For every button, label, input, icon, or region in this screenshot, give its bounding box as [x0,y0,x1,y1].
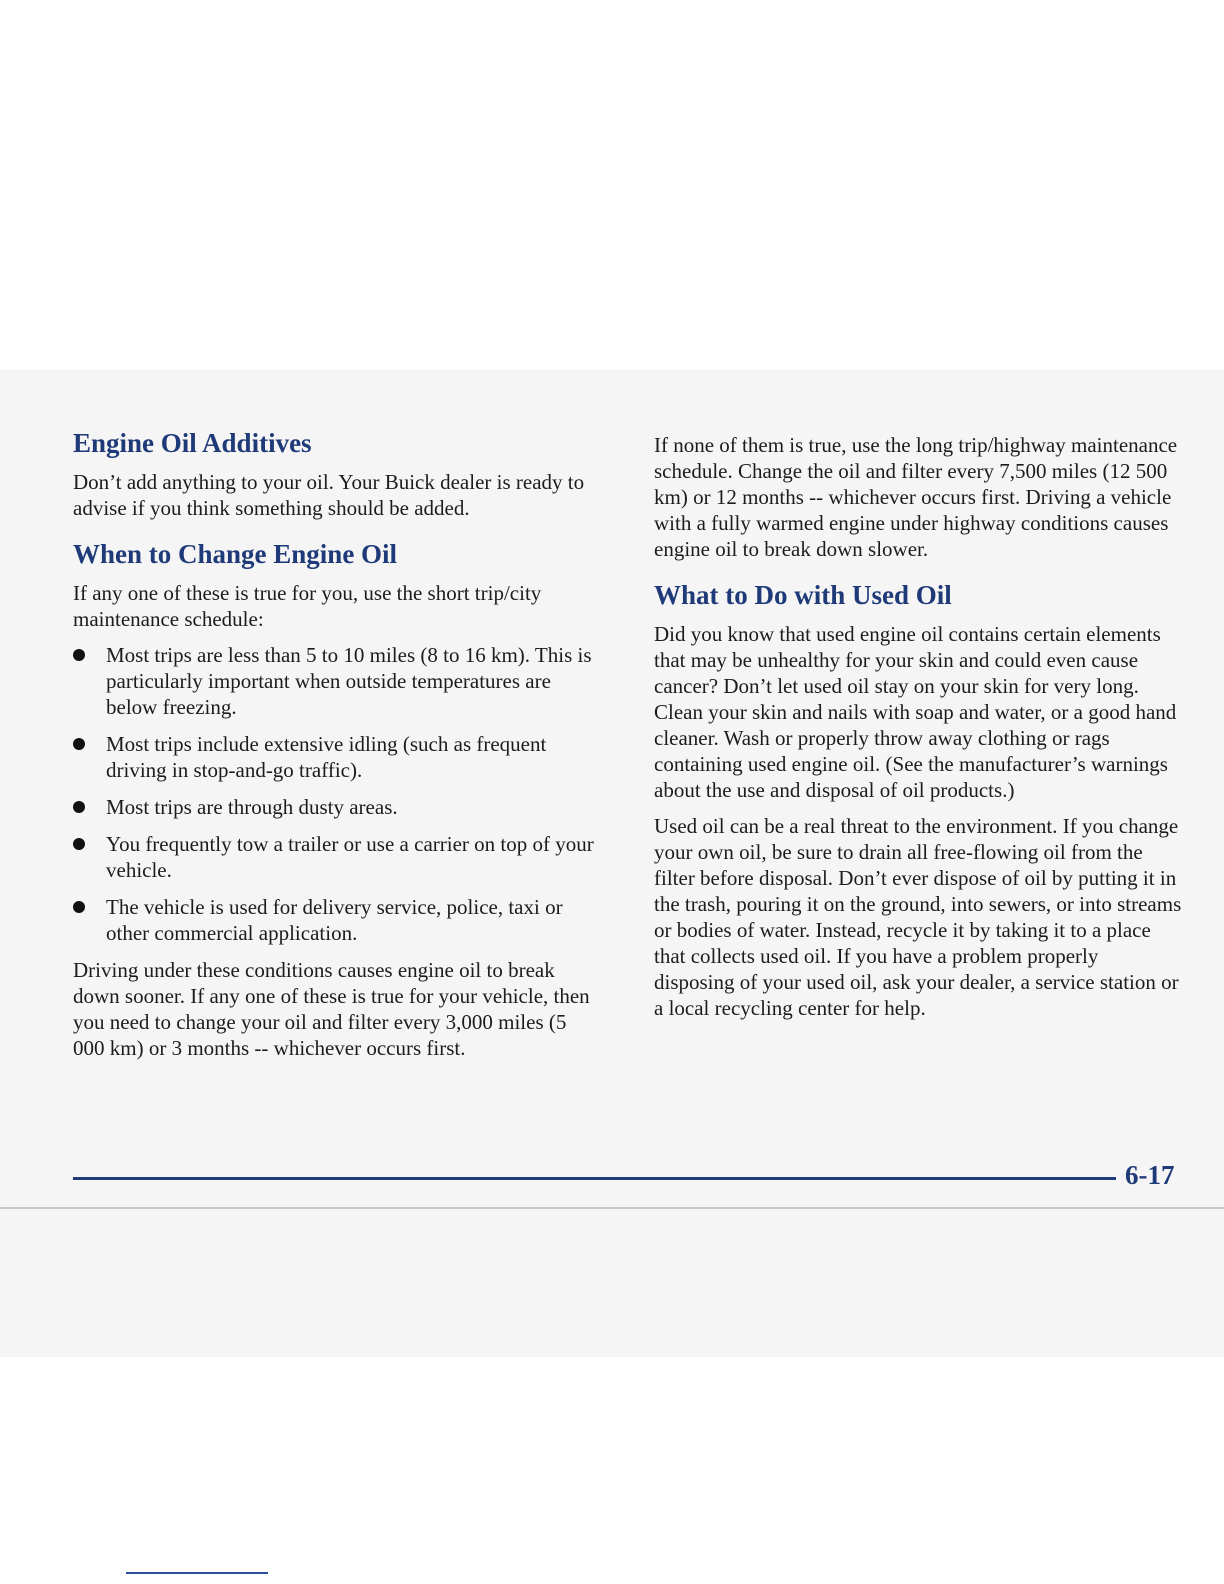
left-column [73,428,603,1071]
bullet-dot-icon [73,901,85,913]
list-item [73,642,603,720]
bullet-dot-icon [73,801,85,813]
band-edge-divider [0,1207,1224,1209]
list-item [73,831,603,883]
list-item-text: The vehicle is used for delivery service, police, taxi or other commercial application. [106,895,563,946]
list-item [73,731,603,783]
list-item-text: Most trips are through dusty areas. [106,795,398,820]
list-item [73,794,603,820]
paragraph-conclusion: Driving under these conditions causes engine oil to break down sooner. If any one of these is true for your vehicle, then you need to change your oil and filter every 3,000 miles (5 000 km) or 3 months -- whichever occurs first. [73,958,590,1061]
paragraph-used-oil-2: Used oil can be a real threat to the environment. If you change your own oil, be sure to drain all free-flowing oil from the filter before disposal. Don’t ever dispose of oil by putting it in the trash, pouring it on the ground, into sewers, or into streams or bodies of water. Instead, recycle it by taking it to a place that collects used oil. If you have a problem properly disposing of your used oil, ask your dealer, a service station or a local recycling center for help. [654,814,1182,1021]
paragraph-intro: If any one of these is true for you, use the short trip/city maintenance schedule: [73,581,542,632]
paragraph-additives: Don’t add anything to your oil. Your Buick dealer is ready to advise if you think something should be added. [73,470,585,521]
bottom-rule-mark [126,1572,268,1574]
bullet-dot-icon [73,838,85,850]
heading-used-oil: What to Do with Used Oil [654,580,952,610]
page-number: 6-17 [1125,1160,1175,1190]
right-column [654,432,1184,1031]
list-item [73,894,603,946]
list-item-text: Most trips are less than 5 to 10 miles (8 to 16 km). This is particularly important when outside temperatures are below freezing. [106,643,592,720]
list-item-text: Most trips include extensive idling (such as frequent driving in stop-and-go traffic). [106,732,547,783]
condition-list [73,642,603,946]
list-item-text: You frequently tow a trailer or use a carrier on top of your vehicle. [106,832,594,883]
bullet-dot-icon [73,738,85,750]
bullet-dot-icon [73,649,85,661]
heading-when-to-change: When to Change Engine Oil [73,539,398,570]
footer-rule [73,1177,1116,1180]
paragraph-continuation: If none of them is true, use the long trip/highway maintenance schedule. Change the oil and filter every 7,500 miles (12 500 km) or 12 months -- whichever occurs first. Driving a vehicle with a fully warmed engine under highway conditions causes engine oil to break down slower. [654,433,1178,561]
heading-engine-oil-additives: Engine Oil Additives [73,428,312,458]
paragraph-used-oil-1: Did you know that used engine oil contains certain elements that may be unhealthy for your skin and could even cause cancer? Don’t let used oil stay on your skin for very long. Clean your skin and nails with soap and water, or a good hand cleaner. Wash or properly throw away clothing or rags containing used engine oil. (See the manufacturer’s warnings about the use and disposal of oil products.) [654,622,1177,803]
